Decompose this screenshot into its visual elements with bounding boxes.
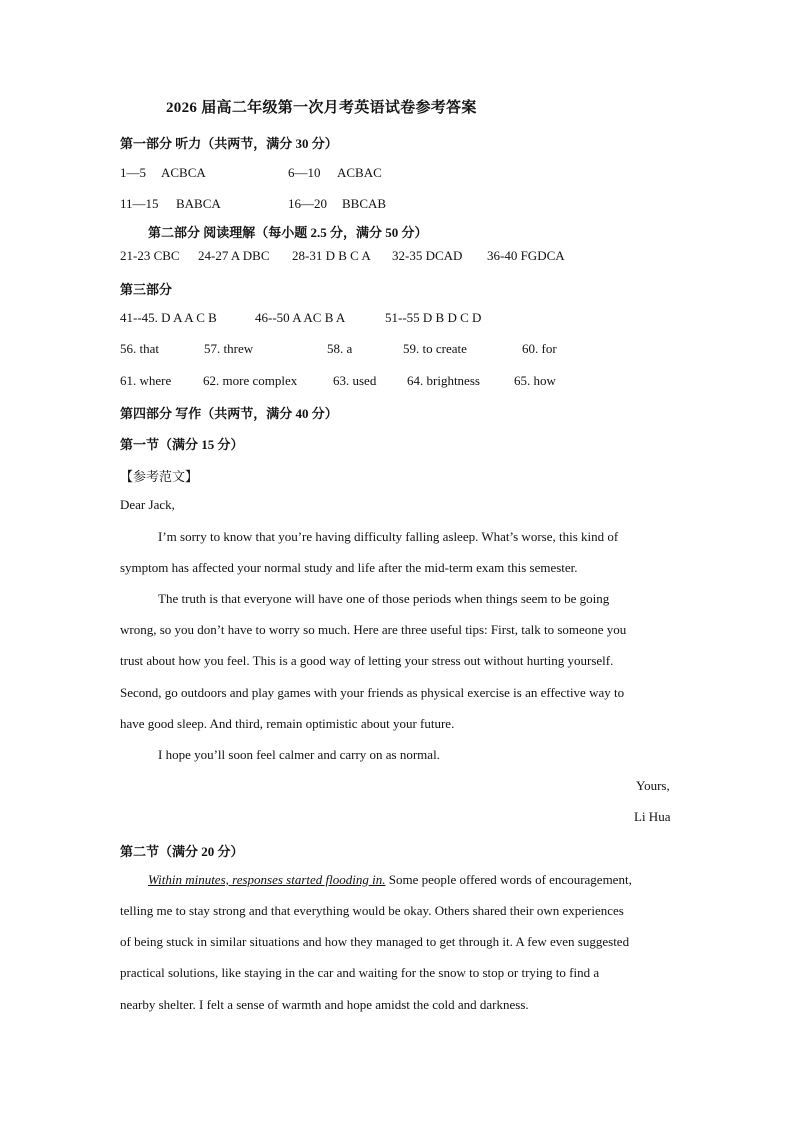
letter-line: wrong, so you don’t have to worry so much. Here are three useful tips: First, talk to someone you: [120, 622, 627, 637]
cloze-answers: 51--55 D B D C D: [385, 310, 482, 325]
fill-answer: 64. brightness: [407, 373, 480, 388]
fill-answer: 62. more complex: [203, 373, 298, 388]
reading-answers: 32-35 DCAD: [392, 248, 463, 263]
continuation-line-rest: Some people offered words of encouragement,: [385, 872, 632, 887]
sample-essay-label: 【参考范文】: [120, 469, 199, 484]
continuation-opening: Within minutes, responses started flooding in.: [148, 872, 386, 887]
continuation-line: [120, 872, 700, 888]
fill-answer: 57. threw: [204, 341, 254, 356]
continuation-line: practical solutions, like staying in the car and waiting for the snow to stop or trying to find a: [120, 965, 600, 980]
letter-line: trust about how you feel. This is a good way of letting your stress out without hurting yourself.: [120, 653, 614, 668]
fill-answer: 58. a: [327, 341, 353, 356]
reading-answers: 21-23 CBC: [120, 248, 180, 263]
fill-answer: 59. to create: [403, 341, 467, 356]
letter-closing: Yours,: [636, 778, 670, 793]
listening-answers: ACBCA: [161, 165, 206, 180]
continuation-line: nearby shelter. I felt a sense of warmth and hope amidst the cold and darkness.: [120, 997, 529, 1012]
part3-heading: 第三部分: [120, 282, 173, 297]
listening-answers: BBCAB: [342, 196, 387, 211]
document-title: 2026 届高二年级第一次月考英语试卷参考答案: [166, 100, 477, 116]
letter-line: have good sleep. And third, remain optimistic about your future.: [120, 716, 455, 731]
cloze-answers: 46--50 A AC B A: [255, 310, 346, 325]
continuation-line: of being stuck in similar situations and how they managed to get through it. A few even suggested: [120, 934, 630, 949]
part1-heading: 第一部分 听力（共两节，满分 30 分）: [120, 136, 338, 151]
listening-range: 6—10: [288, 165, 321, 180]
fill-answer: 56. that: [120, 341, 159, 356]
cloze-answers: 41--45. D A A C B: [120, 310, 217, 325]
reading-answers: 36-40 FGDCA: [487, 248, 565, 263]
listening-answers: BABCA: [176, 196, 221, 211]
part2-heading: 第二部分 阅读理解（每小题 2.5 分，满分 50 分）: [148, 225, 428, 240]
part4-heading: 第四部分 写作（共两节，满分 40 分）: [120, 406, 338, 421]
reading-answers: 24-27 A DBC: [198, 248, 270, 263]
fill-answer: 65. how: [514, 373, 556, 388]
section1-heading: 第一节（满分 15 分）: [120, 437, 244, 452]
listening-range: 16—20: [288, 196, 327, 211]
continuation-line: telling me to stay strong and that everything would be okay. Others shared their own experiences: [120, 903, 624, 918]
fill-answer: 63. used: [333, 373, 377, 388]
listening-answers: ACBAC: [337, 165, 382, 180]
section2-heading: 第二节（满分 20 分）: [120, 844, 244, 859]
listening-range: 1—5: [120, 165, 146, 180]
fill-answer: 61. where: [120, 373, 172, 388]
letter-signature: Li Hua: [634, 809, 671, 824]
letter-line: symptom has affected your normal study and life after the mid-term exam this semester.: [120, 560, 578, 575]
letter-salutation: Dear Jack,: [120, 497, 175, 512]
fill-answer: 60. for: [522, 341, 557, 356]
letter-line: I’m sorry to know that you’re having difficulty falling asleep. What’s worse, this kind of: [158, 529, 619, 544]
letter-line: I hope you’ll soon feel calmer and carry on as normal.: [158, 747, 440, 762]
listening-range: 11—15: [120, 196, 159, 211]
letter-line: Second, go outdoors and play games with your friends as physical exercise is an effective way to: [120, 685, 625, 700]
letter-line: The truth is that everyone will have one of those periods when things seem to be going: [158, 591, 610, 606]
reading-answers: 28-31 D B C A: [292, 248, 371, 263]
